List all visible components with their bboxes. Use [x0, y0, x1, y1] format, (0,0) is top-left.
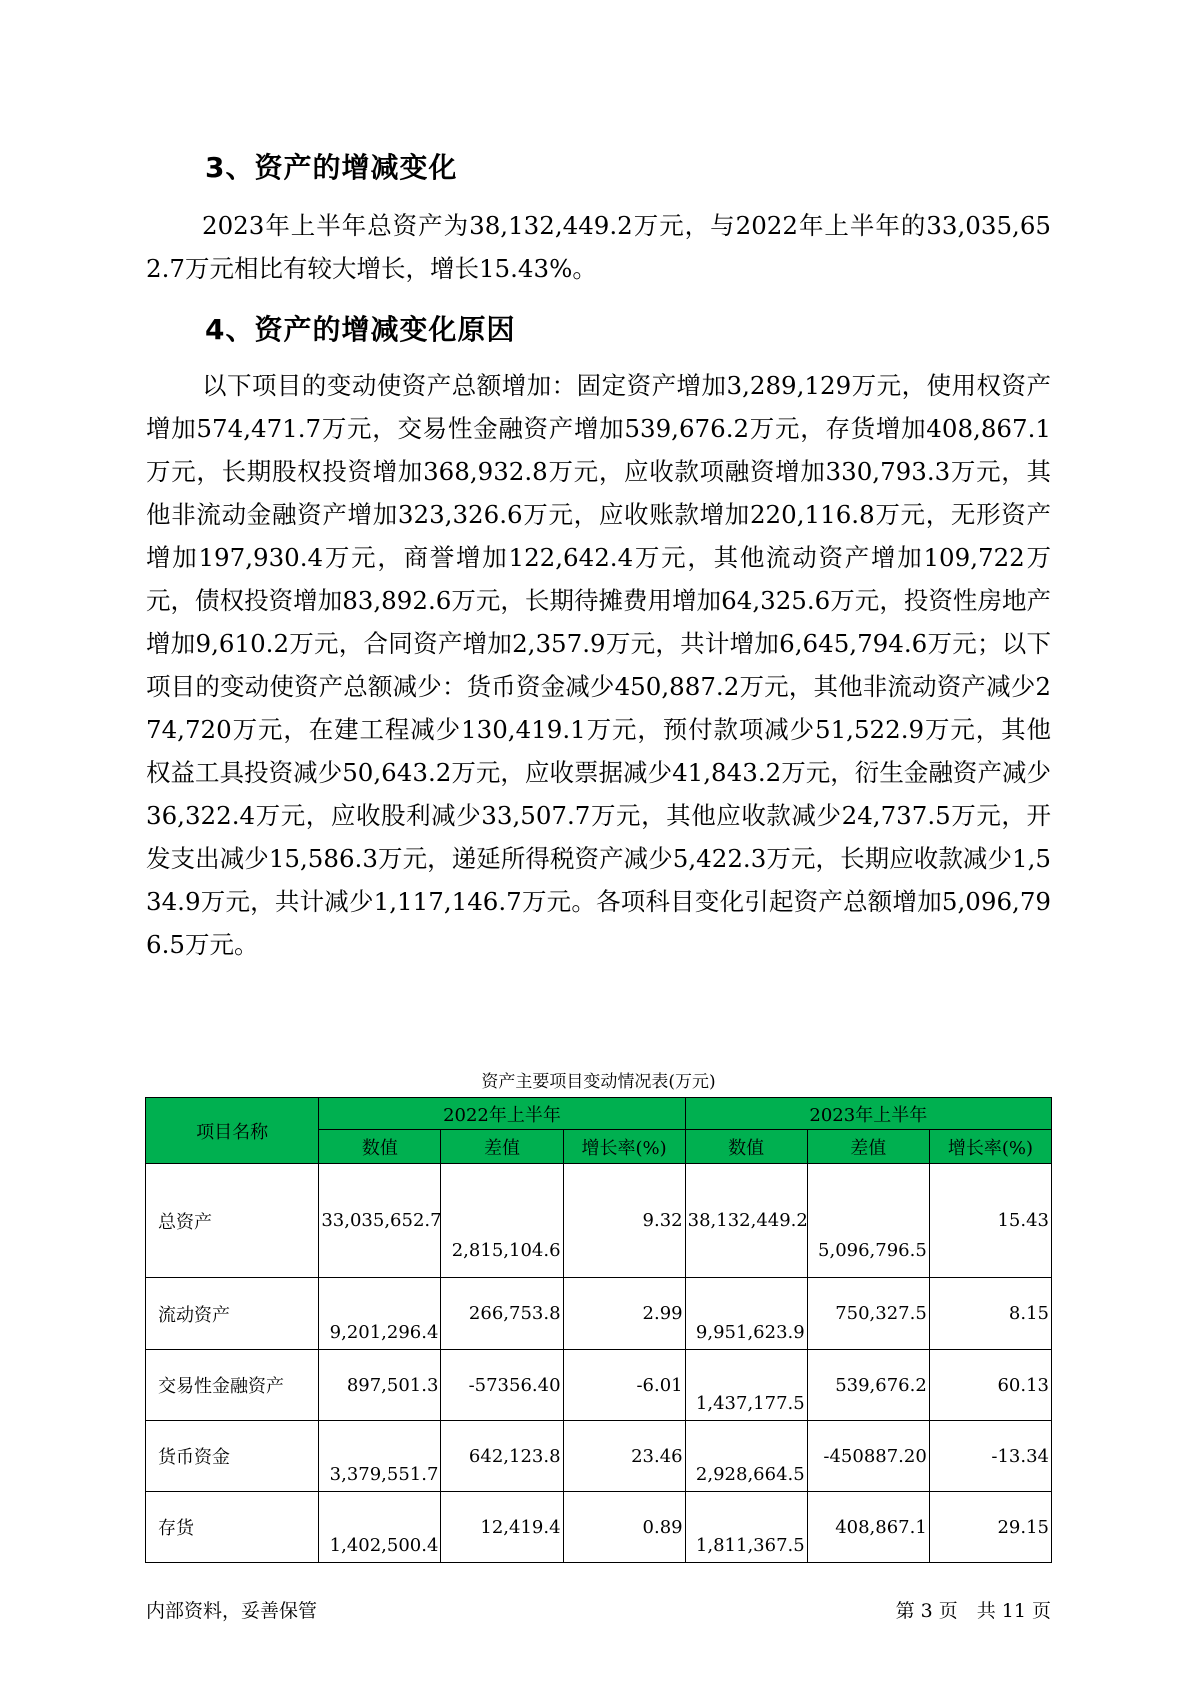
footer-confidential-note: 内部资料，妥善保管: [146, 1600, 318, 1622]
header-growth: 增长率(%): [929, 1130, 1051, 1164]
cell-diff-2023: 408,867.1: [807, 1492, 929, 1563]
cell-growth-2023: 29.15: [929, 1492, 1051, 1563]
table-row: [146, 1492, 1052, 1563]
cell-value-2022: 9,201,296.4: [319, 1278, 441, 1350]
cell-growth-2023: 8.15: [929, 1278, 1051, 1350]
cell-diff-2023: -450887.20: [807, 1421, 929, 1492]
cell-growth-2022: 23.46: [563, 1421, 685, 1492]
cell-growth-2022: -6.01: [563, 1350, 685, 1421]
header-diff: 差值: [807, 1130, 929, 1164]
cell-diff-2022: 2,815,104.6: [441, 1164, 563, 1278]
table-caption: 资产主要项目变动情况表(万元): [481, 1072, 716, 1092]
cell-value-2022: 3,379,551.7: [319, 1421, 441, 1492]
row-item-name: 总资产: [146, 1164, 319, 1278]
cell-diff-2022: 266,753.8: [441, 1278, 563, 1350]
header-diff: 差值: [441, 1130, 563, 1164]
cell-value-2023: 1,811,367.5: [685, 1492, 807, 1563]
cell-diff-2022: -57356.40: [441, 1350, 563, 1421]
cell-growth-2023: 60.13: [929, 1350, 1051, 1421]
cell-value-2022: 33,035,652.7: [319, 1164, 441, 1278]
cell-value-2023: 1,437,177.5: [685, 1350, 807, 1421]
cell-value-2023: 9,951,623.9: [685, 1278, 807, 1350]
row-item-name: 流动资产: [146, 1278, 319, 1350]
section-4-paragraph: 以下项目的变动使资产总额增加：固定资产增加3,289,129万元，使用权资产增加574,471.7万元，交易性金融资产增加539,676.2万元，存货增加408,867.1万元，长期股权投资增加368,932.8万元，应收款项融资增加330,793.3万元，其他非流动金融资产增加323,326.6万元，应收账款增加220,116.8万元，无形资产增加197,930.4万元，商誉增加122,642.4万元，其他流动资产增加109,722万元，债权投资增加83,892.6万元，长期待摊费用增加64,325.6万元，投资性房地产增加9,610.2万元，合同资产增加2,357.9万元，共计增加6,645,794.6万元；以下项目的变动使资产总额减少：货币资金减少450,887.2万元，其他非流动资产减少274,720万元，在建工程减少130,419.1万元，预付款项减少51,522.9万元，其他权益工具投资减少50,643.2万元，应收票据减少41,843.2万元，衍生金融资产减少36,322.4万元，应收股利减少33,507.7万元，其他应收款减少24,737.5万元，开发支出减少15,586.3万元，递延所得税资产减少5,422.3万元，长期应收款减少1,534.9万元，共计减少1,117,146.7万元。各项科目变化引起资产总额增加5,096,796.5万元。: [146, 371, 1051, 959]
cell-growth-2022: 9.32: [563, 1164, 685, 1278]
table-row: [146, 1421, 1052, 1492]
asset-change-table: [145, 1097, 1052, 1563]
cell-value-2022: 1,402,500.4: [319, 1492, 441, 1563]
footer-page-number: 第 3 页 共 11 页: [895, 1600, 1051, 1622]
cell-growth-2022: 2.99: [563, 1278, 685, 1350]
cell-diff-2022: 642,123.8: [441, 1421, 563, 1492]
section-3-paragraph: 2023年上半年总资产为38,132,449.2万元，与2022年上半年的33,035,652.7万元相比有较大增长，增长15.43%。: [146, 211, 1051, 283]
table-row: [146, 1278, 1052, 1350]
header-item-name: 项目名称: [146, 1098, 319, 1164]
row-item-name: 交易性金融资产: [146, 1350, 319, 1421]
header-value: 数值: [685, 1130, 807, 1164]
row-item-name: 存货: [146, 1492, 319, 1563]
cell-growth-2023: 15.43: [929, 1164, 1051, 1278]
table-row: [146, 1164, 1052, 1278]
table-header-row: [146, 1098, 1052, 1130]
cell-diff-2023: 539,676.2: [807, 1350, 929, 1421]
cell-value-2022: 897,501.3: [319, 1350, 441, 1421]
cell-growth-2022: 0.89: [563, 1492, 685, 1563]
header-period-2022: 2022年上半年: [319, 1098, 685, 1130]
section-heading-4: 4、资产的增减变化原因: [205, 313, 516, 346]
cell-value-2023: 2,928,664.5: [685, 1421, 807, 1492]
header-period-2023: 2023年上半年: [685, 1098, 1051, 1130]
cell-diff-2023: 750,327.5: [807, 1278, 929, 1350]
cell-growth-2023: -13.34: [929, 1421, 1051, 1492]
row-item-name: 货币资金: [146, 1421, 319, 1492]
section-heading-3: 3、资产的增减变化: [205, 151, 458, 184]
header-value: 数值: [319, 1130, 441, 1164]
cell-diff-2023: 5,096,796.5: [807, 1164, 929, 1278]
cell-value-2023: 38,132,449.2: [685, 1164, 807, 1278]
header-growth: 增长率(%): [563, 1130, 685, 1164]
cell-diff-2022: 12,419.4: [441, 1492, 563, 1563]
table-row: [146, 1350, 1052, 1421]
